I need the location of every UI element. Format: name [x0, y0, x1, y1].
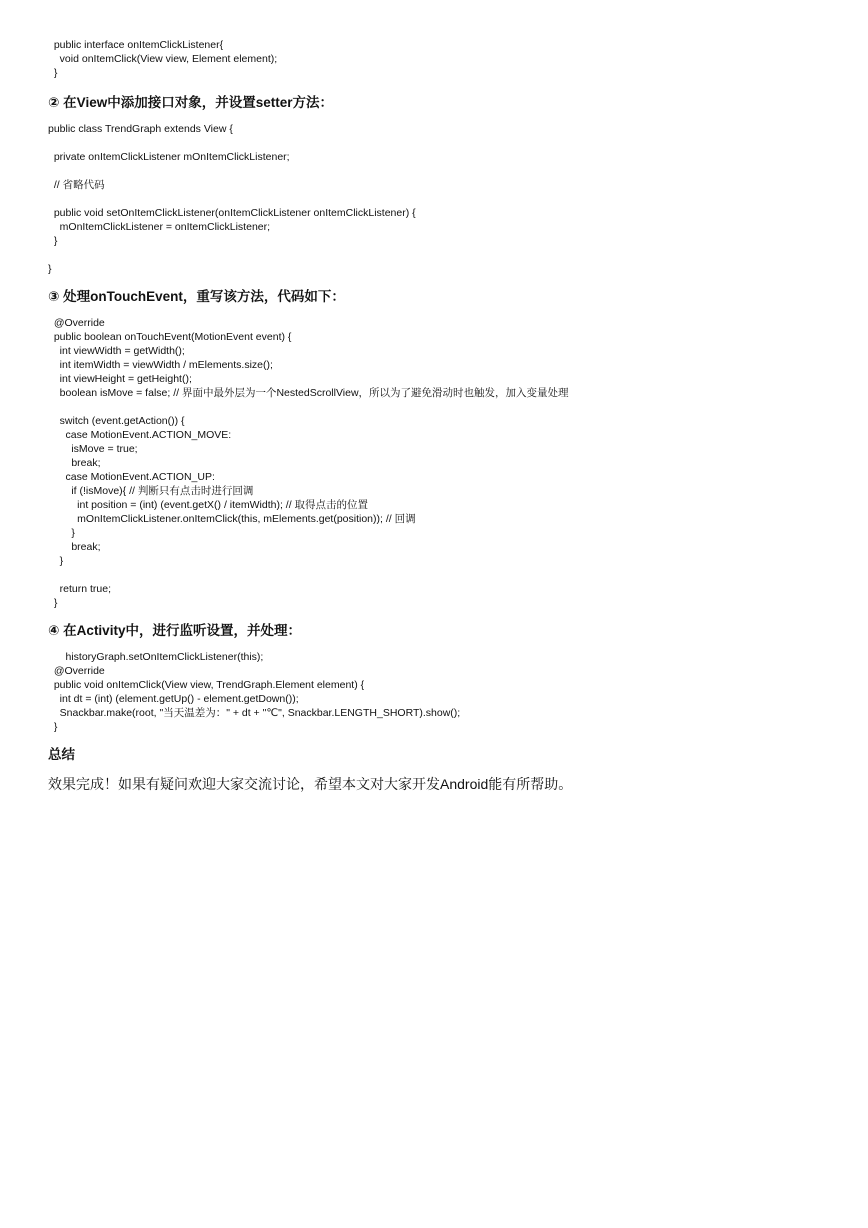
code-line: case MotionEvent.ACTION_MOVE: [48, 429, 232, 441]
code-line: if (!isMove){ // 判断只有点击时进行回调 [48, 485, 254, 497]
code-line: break; [48, 541, 101, 553]
code-line: case MotionEvent.ACTION_UP: [48, 471, 215, 483]
code-line: @Override [48, 665, 105, 677]
summary-text: 效果完成！如果有疑问欢迎大家交流讨论，希望本文对大家开发Android能有所帮助。 [48, 776, 573, 792]
code-block-trendgraph-setter [48, 122, 828, 276]
code-line: } [48, 721, 58, 733]
code-line: int itemWidth = viewWidth / mElements.size(); [48, 359, 273, 371]
article-page [48, 38, 828, 794]
code-line: mOnItemClickListener = onItemClickListener; [48, 221, 271, 233]
section-heading-add-interface: ② 在View中添加接口对象，并设置setter方法： [48, 95, 333, 110]
section-heading-activity: ④ 在Activity中，进行监听设置，并处理： [48, 623, 301, 638]
code-block-activity [48, 650, 828, 734]
code-block-ontouchevent [48, 316, 828, 610]
summary-title: 总结 [48, 747, 75, 762]
code-line [48, 136, 828, 150]
code-line: public void setOnItemClickListener(onItemClickListener onItemClickListener) { [48, 207, 416, 219]
code-line [48, 248, 828, 262]
code-line: boolean isMove = false; // 界面中最外层为一个NestedScrollView，所以为了避免滑动时也触发，加入变量处理 [48, 387, 569, 399]
code-line: // 省略代码 [48, 179, 105, 191]
code-line: switch (event.getAction()) { [48, 415, 185, 427]
code-line: @Override [48, 317, 105, 329]
code-line: return true; [48, 583, 112, 595]
code-line: historyGraph.setOnItemClickListener(this); [48, 651, 264, 663]
code-line [48, 400, 828, 414]
code-line: int viewWidth = getWidth(); [48, 345, 185, 357]
code-line: int dt = (int) (element.getUp() - element.getDown()); [48, 693, 299, 705]
code-line: } [48, 597, 58, 609]
code-line: public class TrendGraph extends View { [48, 123, 233, 135]
code-line: } [48, 263, 52, 275]
code-line: mOnItemClickListener.onItemClick(this, mElements.get(position)); // 回调 [48, 513, 416, 525]
code-line: isMove = true; [48, 443, 138, 455]
code-line: private onItemClickListener mOnItemClickListener; [48, 151, 290, 163]
code-block-listener-interface [48, 38, 828, 80]
code-line: int position = (int) (event.getX() / itemWidth); // 取得点击的位置 [48, 499, 369, 511]
section-heading-ontouchevent: ③ 处理onTouchEvent，重写该方法，代码如下： [48, 289, 345, 304]
code-line [48, 568, 828, 582]
code-line: break; [48, 457, 101, 469]
code-line: } [48, 527, 75, 539]
code-line: } [48, 555, 64, 567]
code-line: Snackbar.make(root, "当天温差为：" + dt + "℃", Snackbar.LENGTH_SHORT).show(); [48, 707, 461, 719]
code-line: void onItemClick(View view, Element element); [48, 53, 278, 65]
code-line: public boolean onTouchEvent(MotionEvent event) { [48, 331, 292, 343]
code-line [48, 192, 828, 206]
code-line: } [48, 67, 58, 79]
code-line: public interface onItemClickListener{ [48, 39, 224, 51]
code-line [48, 164, 828, 178]
code-line: public void onItemClick(View view, TrendGraph.Element element) { [48, 679, 365, 691]
code-line: } [48, 235, 58, 247]
code-line: int viewHeight = getHeight(); [48, 373, 192, 385]
